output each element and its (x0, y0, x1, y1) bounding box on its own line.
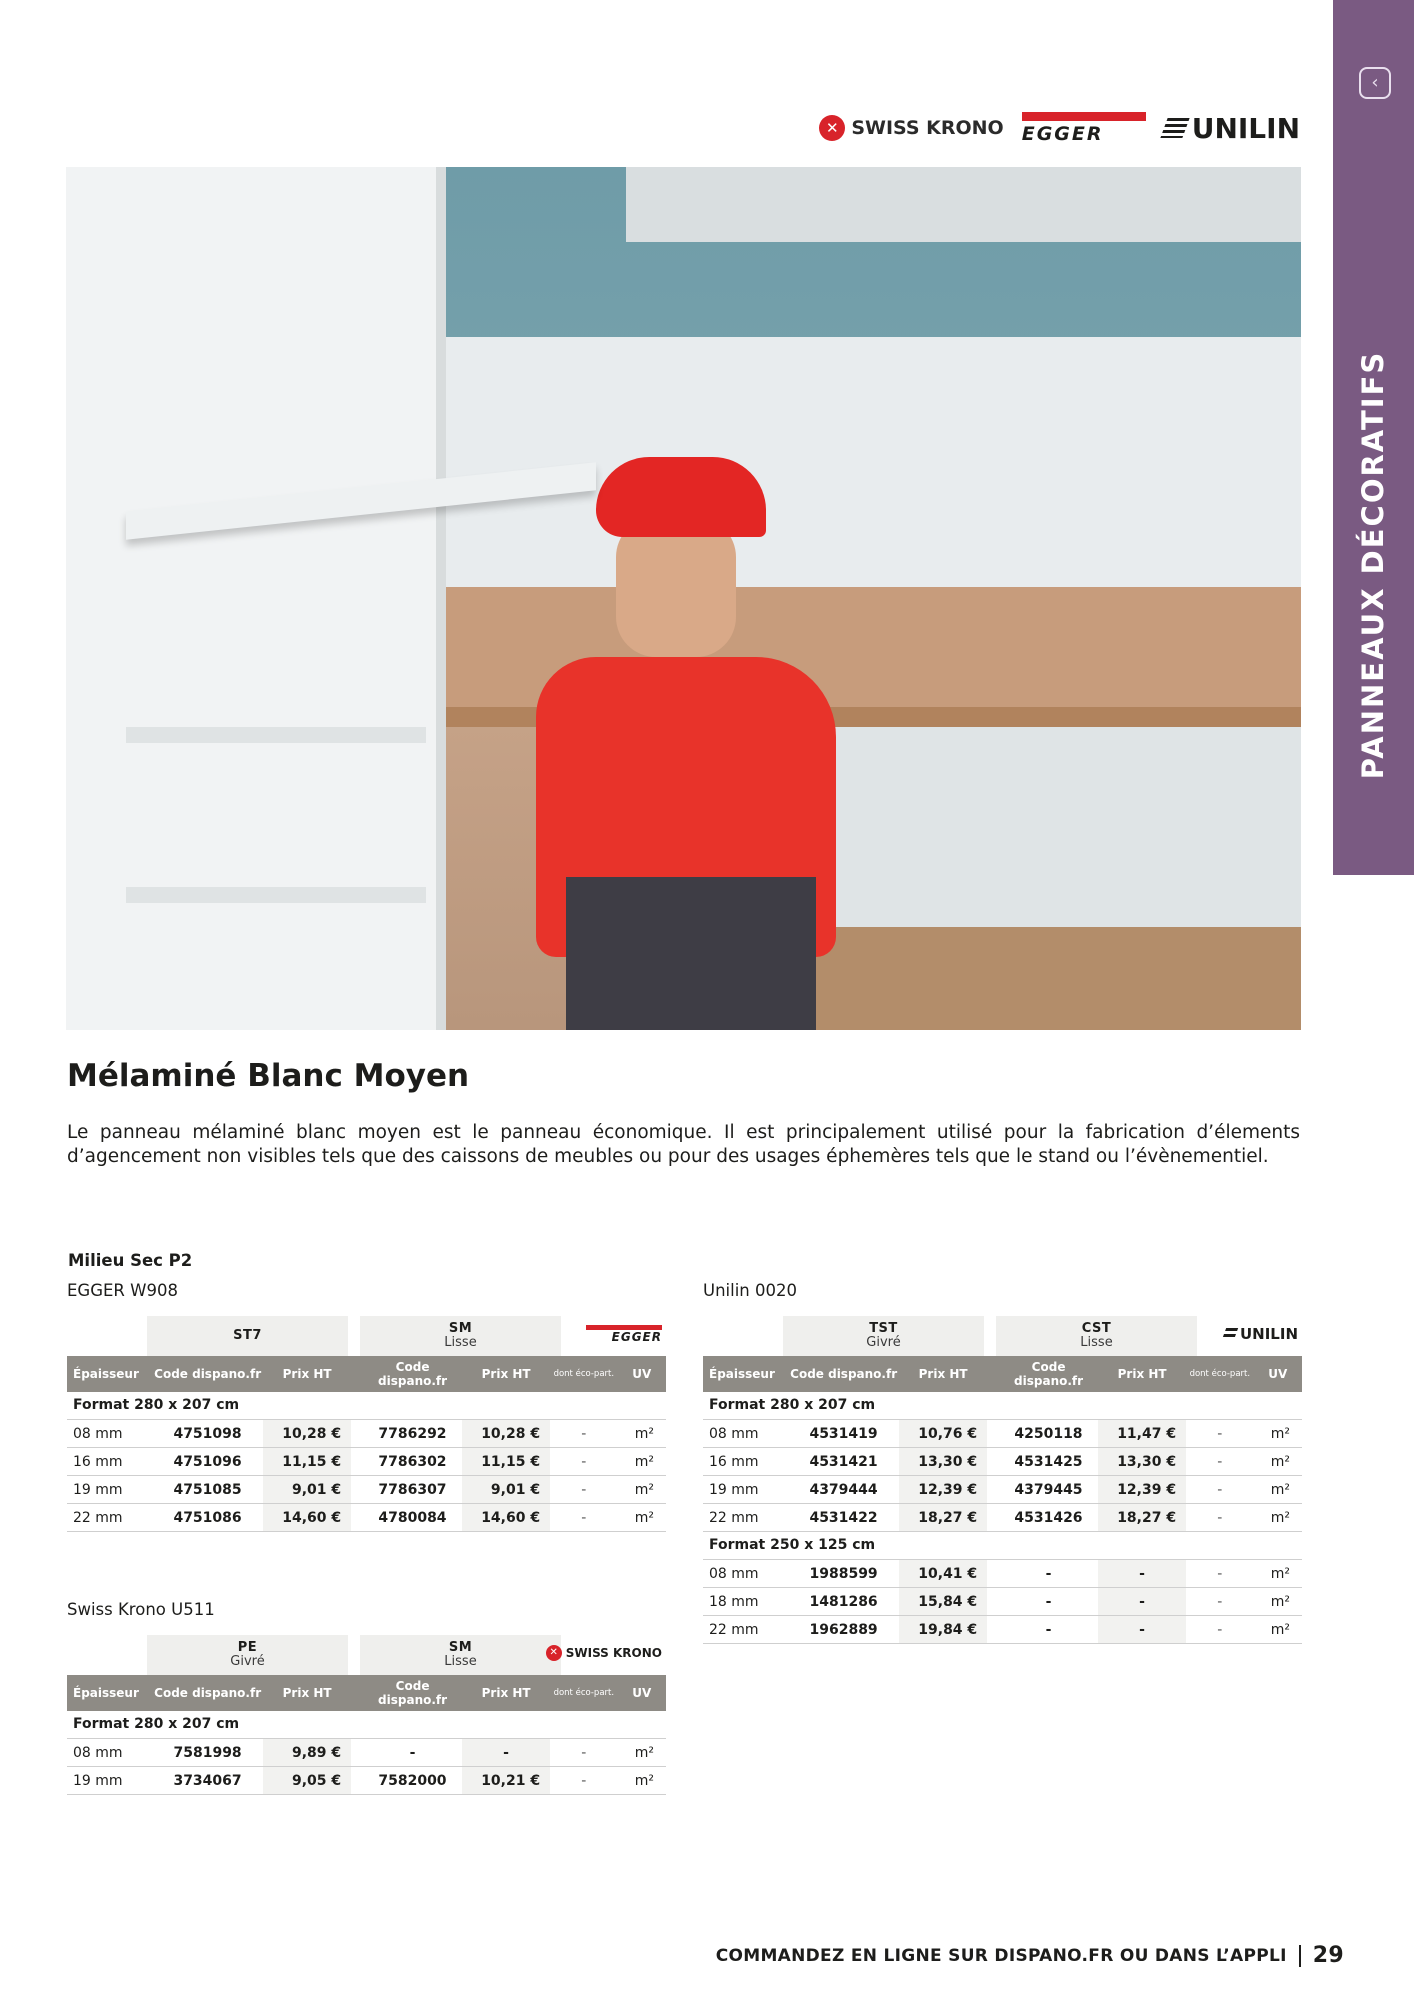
cell-code: 4531426 (1014, 1509, 1083, 1526)
col-code-1: Code dispano.fr (154, 1367, 262, 1381)
column-group-st7 (147, 1316, 348, 1356)
egger-logo (1022, 112, 1146, 145)
cell-code: 4780084 (378, 1509, 447, 1526)
cell-eco-part: - (581, 1772, 587, 1789)
cell-code: 7786292 (378, 1425, 447, 1442)
cell-price: 10,28 € (263, 1420, 351, 1447)
cell-eco-part: - (581, 1481, 587, 1498)
group-finish: Givré (866, 1335, 901, 1350)
col-gap (351, 1675, 363, 1711)
section-label-container (1333, 0, 1414, 875)
swiss-price-table (67, 1635, 666, 1795)
cell-eco-part: - (581, 1509, 587, 1526)
cell-price: 9,05 € (263, 1767, 351, 1794)
unilin-price-table (703, 1316, 1302, 1644)
group-name: ST7 (233, 1328, 262, 1343)
cell-code: 7786307 (378, 1481, 447, 1498)
group-name: TST (869, 1321, 898, 1336)
cell-epaisseur: 08 mm (73, 1425, 123, 1442)
cell-epaisseur: 16 mm (709, 1453, 759, 1470)
cell-price: 18,27 € (1098, 1504, 1186, 1531)
cell-gap (987, 1504, 999, 1531)
format-label: Format 280 x 207 cm (67, 1392, 666, 1420)
unilin-text: UNILIN (1191, 111, 1300, 145)
cell-eco-part: - (581, 1744, 587, 1761)
col-code-2: Code dispano.fr (1014, 1360, 1084, 1388)
format-label: Format 250 x 125 cm (703, 1532, 1302, 1560)
chevron-left-icon: ‹ (1371, 72, 1379, 93)
cell-uv: m² (634, 1744, 654, 1761)
cell-price: - (1098, 1616, 1186, 1643)
table-logo-text: SWISS KRONO (565, 1646, 662, 1660)
section-side-tab (1333, 0, 1414, 875)
cell-price: 9,01 € (462, 1476, 550, 1503)
cell-epaisseur: 19 mm (709, 1481, 759, 1498)
cell-eco-part: - (1217, 1425, 1223, 1442)
cell-uv: m² (1270, 1593, 1290, 1610)
col-code-2: Code dispano.fr (378, 1679, 448, 1707)
column-group-sm (360, 1316, 561, 1356)
cell-uv: m² (634, 1453, 654, 1470)
worker-figure (536, 457, 896, 1030)
cell-code: - (409, 1744, 416, 1761)
swiss-krono-logo (819, 115, 1003, 141)
table-brand-logo (586, 1322, 662, 1346)
table-row (703, 1420, 1302, 1448)
col-prix-2: Prix HT (481, 1686, 531, 1700)
table-group-header (703, 1316, 1302, 1356)
unilin-icon (1160, 118, 1189, 138)
cell-gap (351, 1420, 363, 1447)
cell-price: - (462, 1739, 550, 1766)
cell-code: 1962889 (809, 1621, 878, 1638)
table-column-headers (703, 1356, 1302, 1392)
egger-price-table (67, 1316, 666, 1532)
col-prix-2: Prix HT (481, 1367, 531, 1381)
table-brand-logo (546, 1641, 662, 1665)
page-footer (716, 1943, 1344, 1968)
table-logo-text: UNILIN (1239, 1325, 1298, 1343)
unilin-logo (1164, 112, 1300, 145)
cell-code: 4379445 (1014, 1481, 1083, 1498)
egger-mini-logo (586, 1325, 662, 1344)
cell-price: 15,84 € (899, 1588, 987, 1615)
table-group-header (67, 1635, 666, 1675)
col-uv: UV (1268, 1367, 1288, 1381)
col-gap (351, 1356, 363, 1392)
col-epaisseur: Épaisseur (709, 1367, 775, 1381)
cell-uv: m² (1270, 1481, 1290, 1498)
cell-price: 11,15 € (263, 1448, 351, 1475)
cell-price: 11,47 € (1098, 1420, 1186, 1447)
cell-eco-part: - (1217, 1565, 1223, 1582)
col-eco-part: dont éco-part. (553, 1688, 615, 1698)
cell-gap (987, 1420, 999, 1447)
table-row (67, 1420, 666, 1448)
table-row (703, 1476, 1302, 1504)
hero-photo (66, 167, 1301, 1030)
group-name: SM (448, 1640, 473, 1655)
cell-code: 4751096 (173, 1453, 242, 1470)
cell-gap (351, 1767, 363, 1794)
table-row (67, 1476, 666, 1504)
egger-text: EGGER (1021, 122, 1104, 145)
table-row (703, 1504, 1302, 1532)
cell-eco-part: - (581, 1453, 587, 1470)
footer-text: COMMANDEZ EN LIGNE SUR DISPANO.FR OU DANS L’APPLI (715, 1945, 1287, 1966)
group-name: CST (1081, 1321, 1112, 1336)
cell-code: 4751098 (173, 1425, 242, 1442)
col-epaisseur: Épaisseur (73, 1686, 139, 1700)
col-eco-part: dont éco-part. (553, 1369, 615, 1379)
cell-epaisseur: 22 mm (709, 1509, 759, 1526)
table-row (67, 1739, 666, 1767)
cell-uv: m² (634, 1509, 654, 1526)
cell-price: 12,39 € (1098, 1476, 1186, 1503)
group-name: SM (448, 1321, 473, 1336)
cell-eco-part: - (1217, 1509, 1223, 1526)
table-row (703, 1560, 1302, 1588)
cell-eco-part: - (1217, 1481, 1223, 1498)
cell-eco-part: - (1217, 1593, 1223, 1610)
cell-uv: m² (1270, 1509, 1290, 1526)
cell-code: 1481286 (809, 1593, 878, 1610)
cell-gap (351, 1739, 363, 1766)
cell-price: 11,15 € (462, 1448, 550, 1475)
cell-price: 10,28 € (462, 1420, 550, 1447)
cell-gap (987, 1588, 999, 1615)
col-prix-1: Prix HT (282, 1686, 332, 1700)
cell-eco-part: - (1217, 1621, 1223, 1638)
cell-gap (987, 1476, 999, 1503)
cell-code: 4531425 (1014, 1453, 1083, 1470)
group-finish: Givré (230, 1654, 265, 1669)
group-finish: Lisse (444, 1335, 477, 1350)
col-code-2: Code dispano.fr (378, 1360, 448, 1388)
cell-code: 4751085 (173, 1481, 242, 1498)
table-brand-logo (1224, 1322, 1298, 1346)
column-group-tst (783, 1316, 984, 1356)
format-label: Format 280 x 207 cm (67, 1711, 666, 1739)
cell-epaisseur: 16 mm (73, 1453, 123, 1470)
cell-epaisseur: 18 mm (709, 1593, 759, 1610)
table-group-header (67, 1316, 666, 1356)
cell-price: 12,39 € (899, 1476, 987, 1503)
column-group-pe (147, 1635, 348, 1675)
table-row (703, 1588, 1302, 1616)
col-uv: UV (632, 1367, 652, 1381)
cell-epaisseur: 22 mm (73, 1509, 123, 1526)
table-row (67, 1767, 666, 1795)
column-group-sm (360, 1635, 561, 1675)
cell-price: 14,60 € (263, 1504, 351, 1531)
unilin-table-label: Unilin 0020 (703, 1281, 797, 1300)
table-row (703, 1448, 1302, 1476)
brand-logos (819, 108, 1300, 148)
cell-price: - (1098, 1560, 1186, 1587)
table-column-headers (67, 1675, 666, 1711)
table-logo-text: EGGER (611, 1329, 662, 1344)
col-eco-part: dont éco-part. (1189, 1369, 1251, 1379)
cell-gap (351, 1504, 363, 1531)
cell-gap (351, 1476, 363, 1503)
cell-gap (987, 1448, 999, 1475)
col-uv: UV (632, 1686, 652, 1700)
col-code-1: Code dispano.fr (154, 1686, 262, 1700)
group-finish: Lisse (444, 1654, 477, 1669)
column-group-cst (996, 1316, 1197, 1356)
cell-code: 4531419 (809, 1425, 878, 1442)
cell-price: 9,01 € (263, 1476, 351, 1503)
col-prix-1: Prix HT (282, 1367, 332, 1381)
cell-gap (987, 1560, 999, 1587)
cell-epaisseur: 08 mm (709, 1425, 759, 1442)
cell-uv: m² (634, 1481, 654, 1498)
cell-code: - (1045, 1565, 1052, 1582)
col-code-1: Code dispano.fr (790, 1367, 898, 1381)
col-prix-2: Prix HT (1117, 1367, 1167, 1381)
page-number: 29 (1312, 1943, 1344, 1968)
footer-separator (1299, 1945, 1301, 1967)
col-gap (987, 1356, 999, 1392)
cell-price: 14,60 € (462, 1504, 550, 1531)
col-prix-1: Prix HT (918, 1367, 968, 1381)
swiss-krono-text: SWISS KRONO (851, 117, 1004, 139)
cell-epaisseur: 19 mm (73, 1772, 123, 1789)
cell-gap (987, 1616, 999, 1643)
egger-bar-icon (1022, 112, 1146, 121)
cell-epaisseur: 22 mm (709, 1621, 759, 1638)
article-description: Le panneau mélaminé blanc moyen est le panneau économique. Il est principalement utilisé pour la fabrication d’élements d’agencement non visibles tels que des caissons de meubles ou pour des usages éphemères tels que le stand ou l’évènementiel. (67, 1122, 1300, 1167)
cell-uv: m² (1270, 1565, 1290, 1582)
cell-price: - (1098, 1588, 1186, 1615)
cell-uv: m² (1270, 1453, 1290, 1470)
cell-price: 10,76 € (899, 1420, 987, 1447)
group-finish: Lisse (1080, 1335, 1113, 1350)
cell-uv: m² (634, 1772, 654, 1789)
cell-code: 4531422 (809, 1509, 878, 1526)
col-epaisseur: Épaisseur (73, 1367, 139, 1381)
cell-code: 3734067 (173, 1772, 242, 1789)
swiss-krono-icon: ✕ (546, 1645, 562, 1661)
cell-price: 13,30 € (1098, 1448, 1186, 1475)
cell-code: 7786302 (378, 1453, 447, 1470)
unilin-icon (1222, 1328, 1238, 1340)
table-row (67, 1448, 666, 1476)
swiss-table-label: Swiss Krono U511 (67, 1600, 215, 1619)
cell-epaisseur: 08 mm (709, 1565, 759, 1582)
cell-uv: m² (1270, 1621, 1290, 1638)
cell-code: 7581998 (173, 1744, 242, 1761)
cell-price: 13,30 € (899, 1448, 987, 1475)
section-milieu-label: Milieu Sec P2 (68, 1251, 193, 1270)
section-label: PANNEAUX DÉCORATIFS (1356, 350, 1390, 780)
cell-code: 4379444 (809, 1481, 878, 1498)
cell-price: 10,21 € (462, 1767, 550, 1794)
cell-eco-part: - (1217, 1453, 1223, 1470)
cell-eco-part: - (581, 1425, 587, 1442)
cell-epaisseur: 08 mm (73, 1744, 123, 1761)
cell-code: - (1045, 1593, 1052, 1610)
cell-code: 4751086 (173, 1509, 242, 1526)
swiss-krono-icon: ✕ (819, 115, 845, 141)
cell-price: 9,89 € (263, 1739, 351, 1766)
cell-code: 4250118 (1014, 1425, 1083, 1442)
cell-price: 10,41 € (899, 1560, 987, 1587)
cell-code: 4531421 (809, 1453, 878, 1470)
table-column-headers (67, 1356, 666, 1392)
cell-uv: m² (1270, 1425, 1290, 1442)
cell-price: 18,27 € (899, 1504, 987, 1531)
cell-uv: m² (634, 1425, 654, 1442)
cell-code: 1988599 (809, 1565, 878, 1582)
group-name: PE (237, 1640, 258, 1655)
cell-code: 7582000 (378, 1772, 447, 1789)
table-row (67, 1504, 666, 1532)
cell-price: 19,84 € (899, 1616, 987, 1643)
cell-epaisseur: 19 mm (73, 1481, 123, 1498)
page-title: Mélaminé Blanc Moyen (67, 1058, 470, 1094)
format-label: Format 280 x 207 cm (703, 1392, 1302, 1420)
cell-gap (351, 1448, 363, 1475)
egger-table-label: EGGER W908 (67, 1281, 178, 1300)
table-row (703, 1616, 1302, 1644)
cell-code: - (1045, 1621, 1052, 1638)
